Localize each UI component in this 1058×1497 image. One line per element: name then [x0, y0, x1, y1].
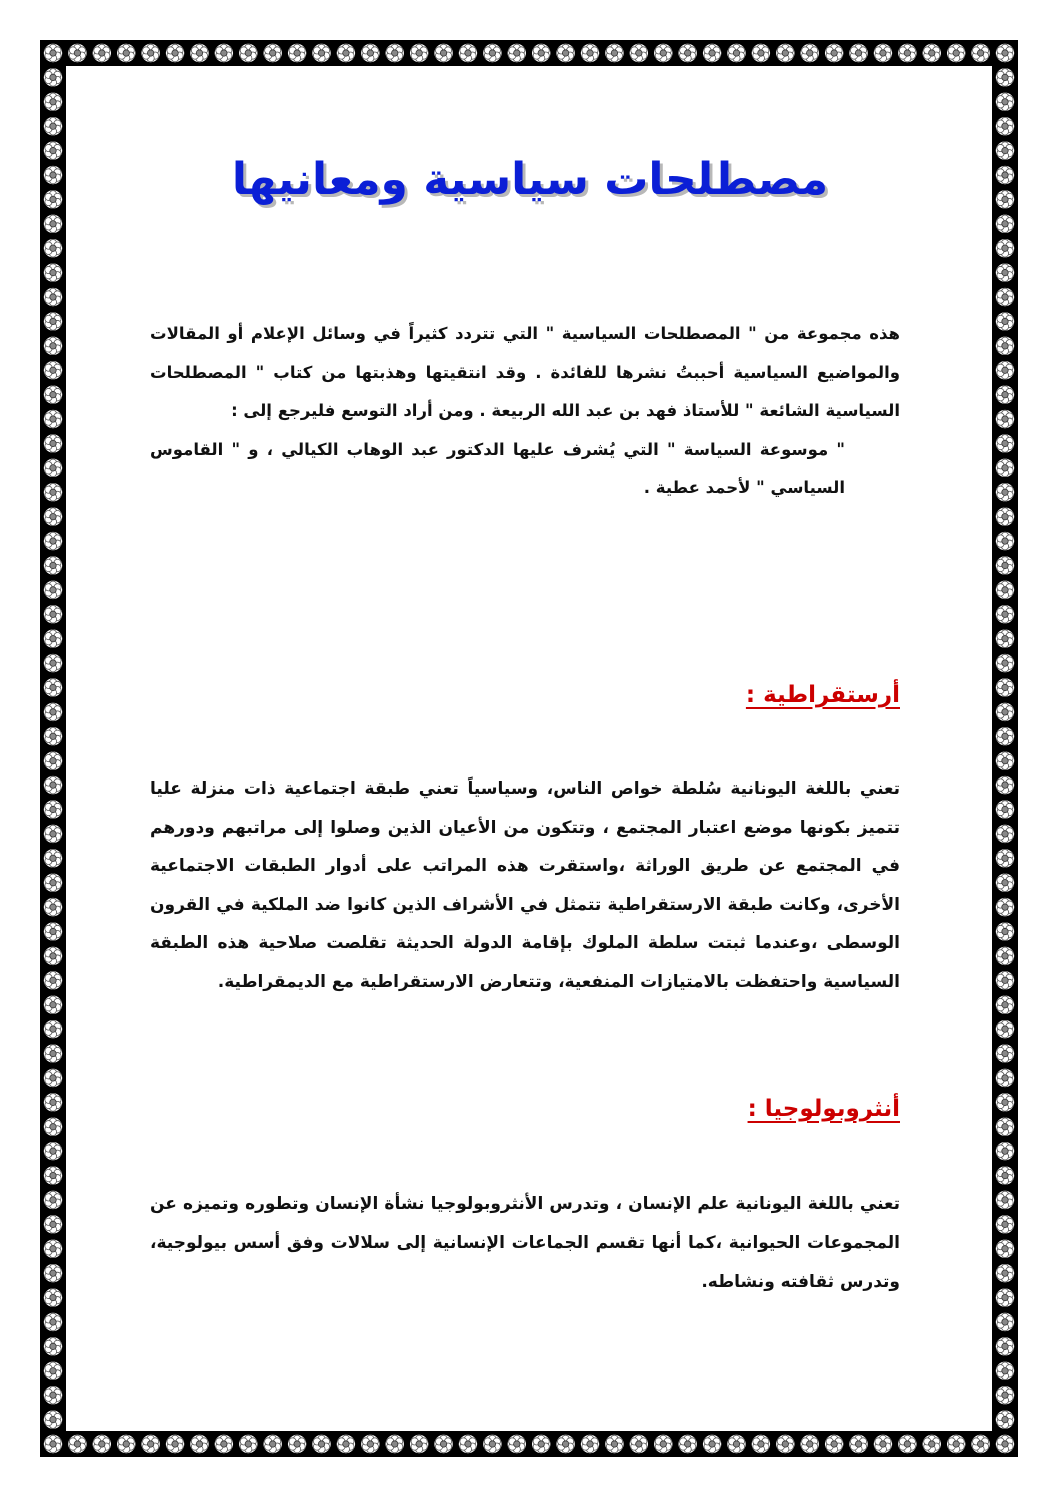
section-paragraph: تعني باللغة اليونانية علم الإنسان ، وتدرس الأنثروبولوجيا نشأة الإنسان وتطوره وتميزه عن المجموعات الحيوانية ،كما أنها تقسم الجماعات الإنسانية إلى سلالات وفق أسس بيولوجية، وتدرس ثقافته ونشاطه.	[150, 1194, 900, 1292]
section-heading-aristocracy: أرستقراطية :	[745, 682, 900, 708]
intro-paragraph: هذه مجموعة من " المصطلحات السياسية " التي تتردد كثيراً في وسائل الإعلام أو المقالات والمواضيع السياسية أحببتُ نشرها للفائدة . وقد انتقيتها وهذبتها من كتاب " المصطلحات السياسية الشائعة " للأستاذ فهد بن عبد الله الربيعة . ومن أراد التوسع فليرجع إلى :	[150, 324, 900, 420]
page-title: مصطلحات سياسية ومعانيها	[231, 154, 829, 205]
section-heading-anthropology: أنثروبولوجيا :	[747, 1096, 900, 1122]
section-body-aristocracy	[150, 770, 900, 1002]
section-paragraph: تعني باللغة اليونانية سُلطة خواص الناس، وسياسياً تعني طبقة اجتماعية ذات منزلة عليا تتميز بكونها موضع اعتبار المجتمع ، وتتكون من الأعيان الذين وصلوا إلى مراتبهم ودورهم في المجتمع عن طريق الوراثة ،واستقرت هذه المراتب على أدوار الطبقات الاجتماعية الأخرى، وكانت طبقة الارستقراطية تتمثل في الأشراف الذين كانوا ضد الملكية في القرون الوسطى ،وعندما ثبتت سلطة الملوك بإقامة الدولة الحديثة تقلصت صلاحية هذه الطبقة السياسية واحتفظت بالامتيازات المنفعية، وتتعارض الارستقراطية مع الديمقراطية.	[150, 779, 900, 992]
section-body-anthropology	[150, 1185, 900, 1302]
intro-text	[150, 315, 900, 508]
intro-references: " موسوعة السياسة " التي يُشرف عليها الدكتور عبد الوهاب الكيالي ، و " القاموس السياسي " لأحمد عطية .	[150, 439, 845, 497]
